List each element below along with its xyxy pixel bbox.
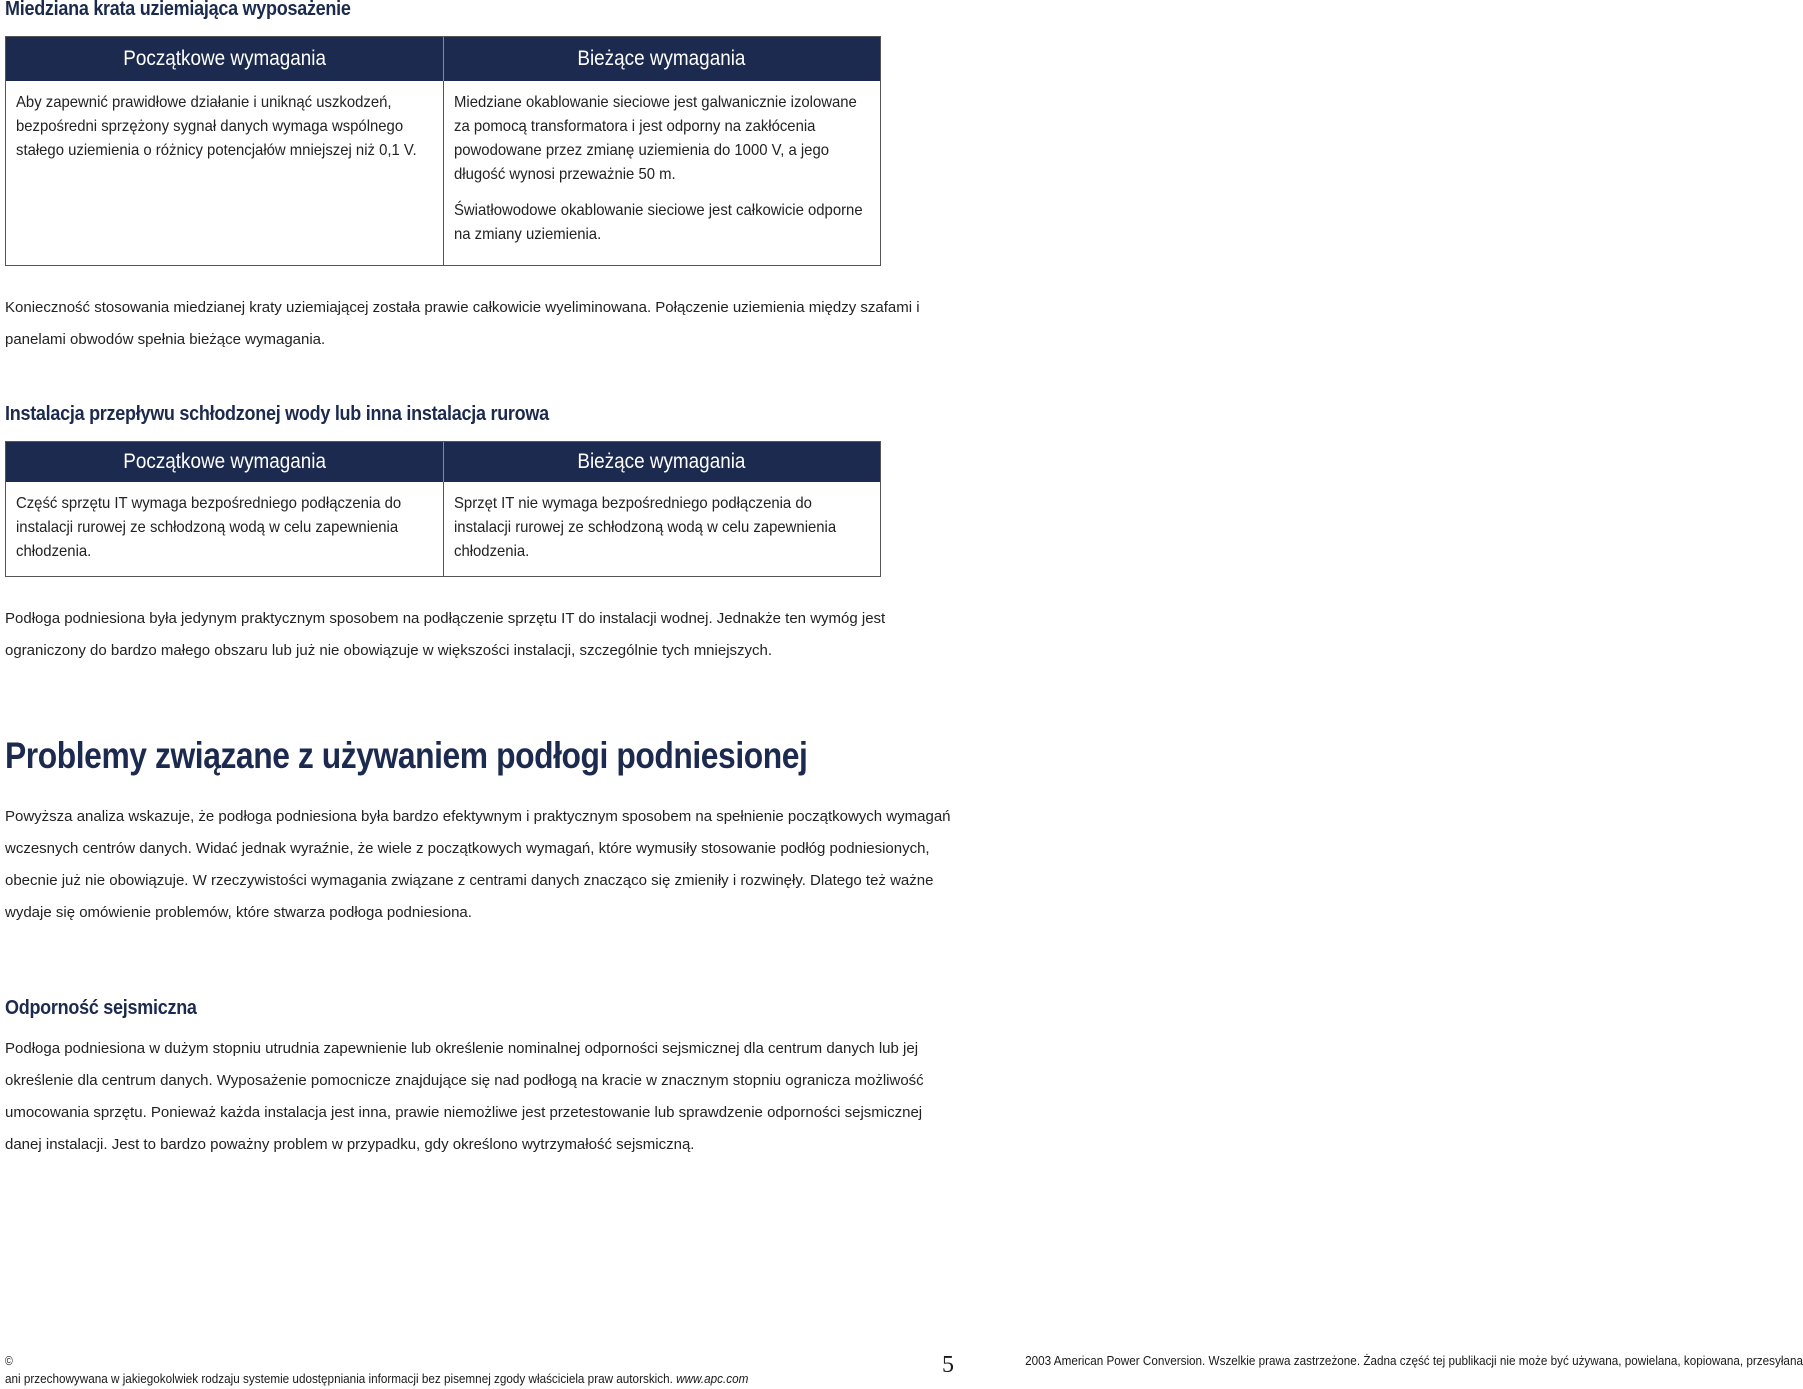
- table-header: [6, 442, 880, 482]
- requirements-table-grounding: [5, 36, 881, 266]
- column-header-current: Bieżące wymagania: [443, 442, 881, 482]
- current-requirements-cell: [443, 482, 881, 576]
- paragraph-grounding: Konieczność stosowania miedzianej kraty uziemiającej została prawie całkowicie wyeliminowana. Połączenie uziemienia między szafami i panelami obwodów spełnia bieżące wymagania.: [5, 299, 920, 348]
- paragraph-raised-floor-problems: Powyższa analiza wskazuje, że podłoga podniesiona była bardzo efektywnym i praktycznym sposobem na spełnienie początkowych wymagań wczesnych centrów danych. Widać jednak wyraźnie, że wiele z początkowych wymagań, które wymusiły stosowanie podłóg podniesionych, obecnie już nie obowiązuje. W rzeczywistości wymagania związane z centrami danych znacząco się zmieniły i rozwinęły. Dlatego też ważne wydaje się omówienie problemów, które stwarza podłoga podniesiona.: [5, 808, 951, 921]
- paragraph-seismic: Podłoga podniesiona w dużym stopniu utrudnia zapewnienie lub określenie nominalnej odporności sejsmicznej dla centrum danych lub jej określenie dla centrum danych. Wyposażenie pomocnicze znajdujące się nad podłogą na kracie w znacznym stopniu ogranicza możliwość umocowania sprzętu. Ponieważ każda instalacja jest inna, prawie niemożliwe jest przetestowanie lub sprawdzenie odporności sejsmicznej danej instalacji. Jest to bardzo poważny problem w przypadku, gdy określono wytrzymałość sejsmiczną.: [5, 1040, 924, 1153]
- heading-raised-floor-problems: Problemy związane z używaniem podłogi podniesionej: [5, 735, 808, 776]
- current-requirements-text: Sprzęt IT nie wymaga bezpośredniego podłączenia do instalacji rurowej ze schłodzoną wodą w celu zapewnienia chłodzenia.: [453, 495, 836, 560]
- copyright-footer: [5, 1352, 1803, 1388]
- section-title-seismic: Odporność sejsmiczna: [5, 997, 197, 1019]
- table-row: [6, 482, 880, 576]
- table-row: [6, 81, 880, 265]
- paragraph-water-piping: Podłoga podniesiona była jedynym praktycznym sposobem na podłączenie sprzętu IT do instalacji wodnej. Jednakże ten wymóg jest ograniczony do bardzo małego obszaru lub już nie obowiązuje w większości instalacji, szczególnie tych mniejszych.: [5, 610, 886, 659]
- requirements-table-water-piping: [5, 441, 881, 577]
- initial-requirements-cell: [6, 81, 443, 265]
- footer-url-link[interactable]: www.apc.com: [676, 1371, 749, 1386]
- section-title-water-piping: Instalacja przepływu schłodzonej wody lub inna instalacja rurowa: [5, 403, 549, 425]
- initial-requirements-text: Aby zapewnić prawidłowe działanie i uniknąć uszkodzeń, bezpośredni sprzężony sygnał danych wymaga wspólnego stałego uziemienia o różnicy potencjałów mniejszej niż 0,1 V.: [16, 94, 417, 159]
- initial-requirements-text: Część sprzętu IT wymaga bezpośredniego podłączenia do instalacji rurowej ze schłodzoną wodą w celu zapewnienia chłodzenia.: [16, 495, 402, 560]
- page-number: 5: [942, 1352, 954, 1378]
- column-header-initial: Początkowe wymagania: [122, 47, 326, 70]
- initial-requirements-cell: [6, 482, 443, 576]
- column-header-current: Bieżące wymagania: [443, 37, 881, 81]
- current-requirements-text-2: Światłowodowe okablowanie sieciowe jest całkowicie odporne na zmiany uziemienia.: [453, 202, 863, 243]
- table-header: [6, 37, 880, 81]
- current-requirements-text-1: Miedziane okablowanie sieciowe jest galwanicznie izolowane za pomocą transformatora i jest odporny na zakłócenia powodowane przez zmianę uziemienia do 1000 V, a jego długość wynosi przeważnie 50 m.: [453, 94, 857, 183]
- column-header-initial: Początkowe wymagania: [122, 450, 326, 473]
- footer-line-1: 2003 American Power Conversion. Wszelkie prawa zastrzeżone. Żadna część tej publikacji nie może być używana, powielana, kopiowana, przesyłana: [1025, 1353, 1803, 1368]
- copyright-icon: ©: [5, 1353, 13, 1368]
- footer-line-2: ani przechowywana w jakiegokolwiek rodzaju systemie udostępniania informacji bez pisemnej zgody właściciela praw autorskich.: [5, 1371, 673, 1386]
- current-requirements-cell: [443, 81, 881, 265]
- section-title-grounding: Miedziana krata uziemiająca wyposażenie: [5, 0, 351, 20]
